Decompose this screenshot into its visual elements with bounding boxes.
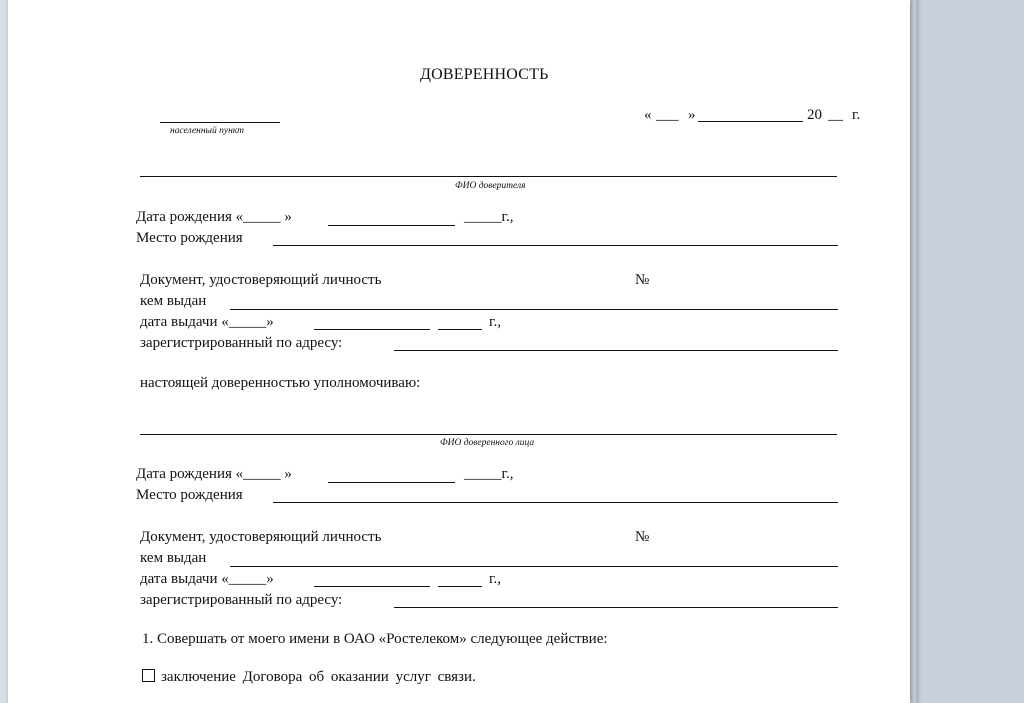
- principal-address-label: зарегистрированный по адресу:: [140, 335, 343, 351]
- agent-birth-place-label: Место рождения: [136, 487, 243, 503]
- agent-birth-year-suffix: _____г.,: [464, 466, 514, 482]
- agent-issued-by-label: кем выдан: [140, 550, 207, 566]
- place-blank-line[interactable]: [160, 122, 280, 123]
- window-background-left: [0, 0, 8, 703]
- agent-birth-date-label: Дата рождения «_____ »: [136, 466, 292, 482]
- principal-issue-month-line[interactable]: [314, 329, 430, 330]
- agent-name-caption: ФИО доверенного лица: [440, 438, 535, 448]
- place-caption: населенный пункт: [170, 126, 244, 136]
- agent-issue-year-line[interactable]: [438, 586, 482, 587]
- agent-name-line[interactable]: [140, 434, 837, 435]
- agent-address-line[interactable]: [394, 607, 838, 608]
- agent-issue-date-label: дата выдачи «_____»: [140, 571, 274, 587]
- principal-id-doc-label: Документ, удостоверяющий личность: [140, 272, 382, 288]
- window-background-right: [916, 0, 1024, 703]
- principal-issue-year-line[interactable]: [438, 329, 482, 330]
- document-title: ДОВЕРЕННОСТЬ: [420, 66, 549, 83]
- agent-address-label: зарегистрированный по адресу:: [140, 592, 343, 608]
- principal-birth-year-suffix: _____г.,: [464, 209, 514, 225]
- principal-name-line[interactable]: [140, 176, 837, 177]
- contract-checkbox[interactable]: [142, 669, 155, 682]
- date-open-quote: «: [644, 107, 652, 123]
- date-year-prefix: 20: [807, 107, 822, 123]
- principal-birth-place-label: Место рождения: [136, 230, 243, 246]
- agent-birth-place-line[interactable]: [273, 502, 838, 503]
- contract-checkbox-label: заключение Договора об оказании услуг связи.: [161, 669, 476, 685]
- date-year-blank[interactable]: __: [828, 107, 843, 123]
- agent-birth-month-line[interactable]: [328, 482, 455, 483]
- date-month-blank-line[interactable]: [698, 121, 803, 122]
- authorize-text: настоящей доверенностью уполномочиваю:: [140, 375, 421, 391]
- item-1-text: 1. Совершать от моего имени в ОАО «Ростелеком» следующее действие:: [142, 631, 608, 647]
- date-year-suffix: г.: [852, 107, 861, 123]
- agent-issued-by-line[interactable]: [230, 566, 838, 567]
- principal-birth-date-label: Дата рождения «_____ »: [136, 209, 292, 225]
- date-close-quote: »: [688, 107, 696, 123]
- agent-issue-year-suffix: г.,: [489, 571, 501, 587]
- principal-issue-date-label: дата выдачи «_____»: [140, 314, 274, 330]
- agent-id-doc-label: Документ, удостоверяющий личность: [140, 529, 382, 545]
- date-day-blank[interactable]: ___: [656, 107, 679, 123]
- document-page: [8, 0, 910, 703]
- principal-issued-by-label: кем выдан: [140, 293, 207, 309]
- principal-name-caption: ФИО доверителя: [455, 181, 526, 191]
- agent-id-number-sign: №: [635, 529, 650, 545]
- principal-issue-year-suffix: г.,: [489, 314, 501, 330]
- principal-birth-place-line[interactable]: [273, 245, 838, 246]
- principal-issued-by-line[interactable]: [230, 309, 838, 310]
- principal-address-line[interactable]: [394, 350, 838, 351]
- agent-issue-month-line[interactable]: [314, 586, 430, 587]
- principal-id-number-sign: №: [635, 272, 650, 288]
- principal-birth-month-line[interactable]: [328, 225, 455, 226]
